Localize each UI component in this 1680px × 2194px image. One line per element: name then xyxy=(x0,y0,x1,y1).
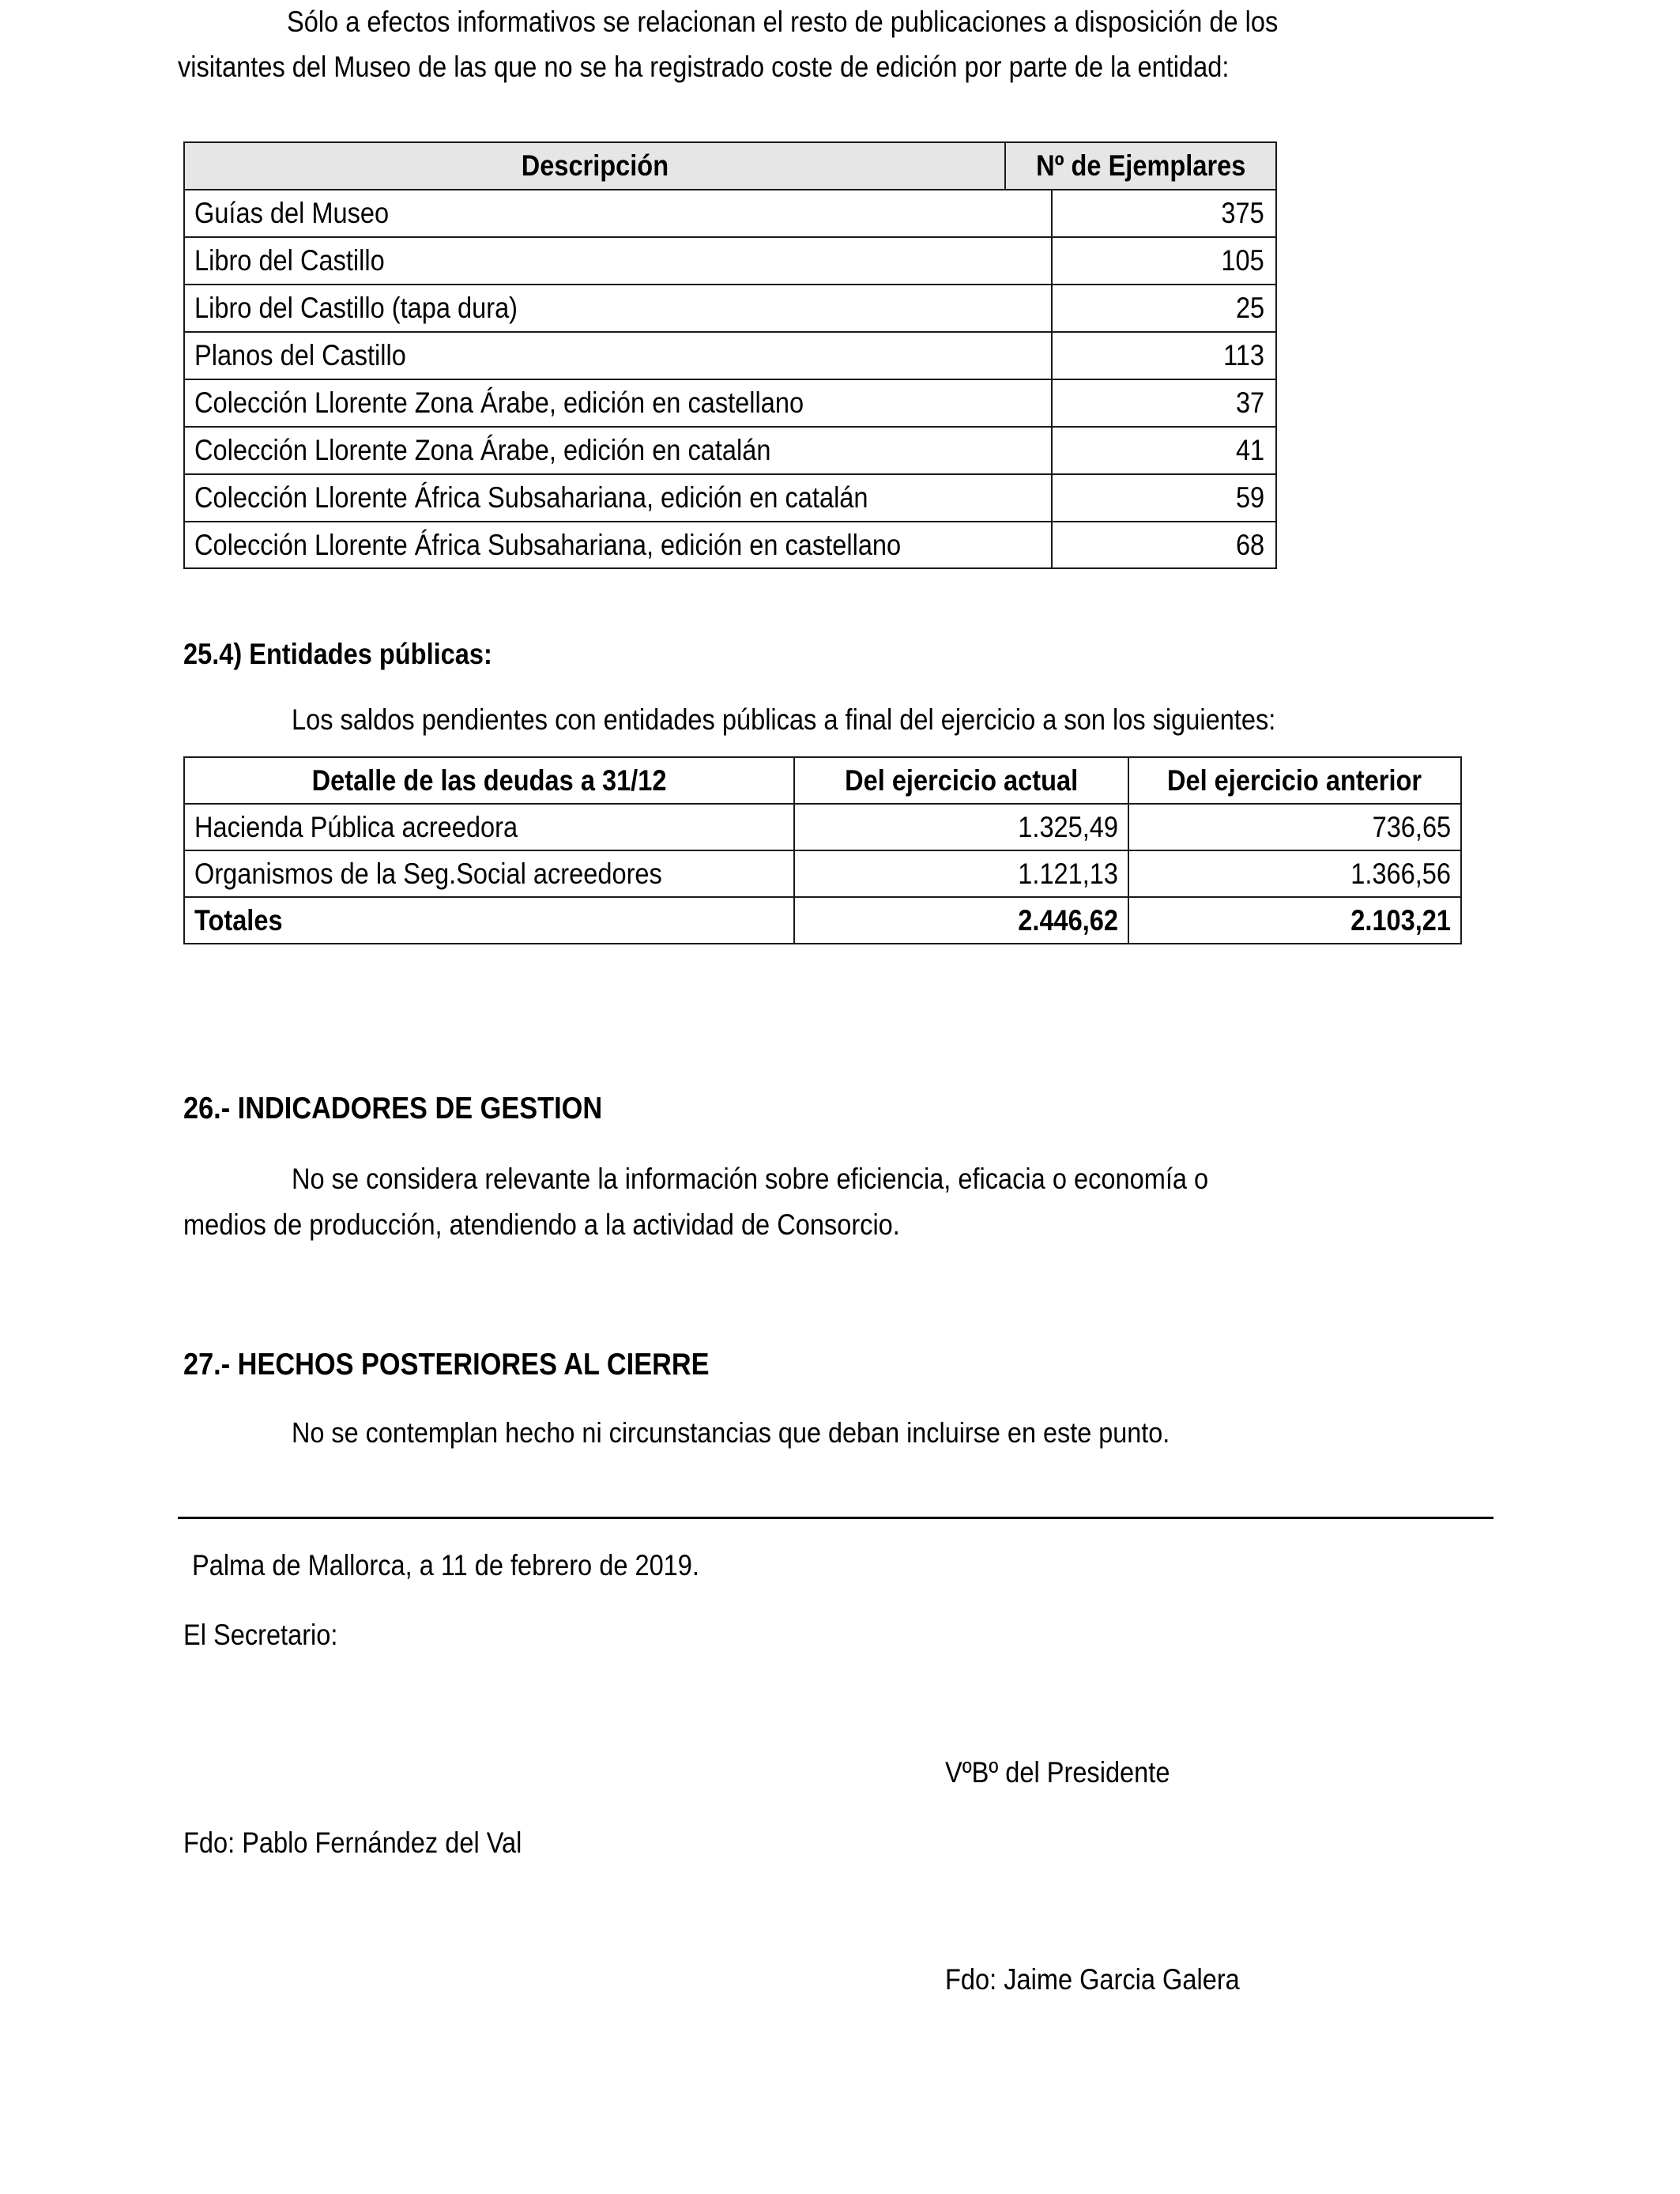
row-copies: 105 xyxy=(1051,238,1275,284)
row-label: Hacienda Pública acreedora xyxy=(184,804,794,850)
row-description: Colección Llorente África Subsahariana, edición en castellano xyxy=(194,528,902,561)
row-copies: 375 xyxy=(1051,190,1275,236)
row-copies: 41 xyxy=(1051,428,1275,473)
row-current: 1.325,49 xyxy=(794,804,1128,850)
table-row xyxy=(183,426,1277,475)
section-27-text: No se contemplan hecho ni circunstancias que deban incluirse en este punto. xyxy=(292,1416,1170,1449)
public-entities-table xyxy=(183,756,1462,944)
row-description: Colección Llorente Zona Árabe, edición en catalán xyxy=(194,434,771,466)
row-description: Libro del Castillo (tapa dura) xyxy=(194,292,518,324)
row-description: Guías del Museo xyxy=(194,197,390,229)
section-26-heading: 26.- INDICADORES DE GESTION xyxy=(183,1091,603,1125)
table-row xyxy=(183,379,1277,428)
section-27-heading: 27.- HECHOS POSTERIORES AL CIERRE xyxy=(183,1348,710,1382)
section-25-4-heading: 25.4) Entidades públicas: xyxy=(183,638,492,670)
table-row xyxy=(183,284,1277,333)
row-copies: 113 xyxy=(1051,333,1275,379)
header-copies: Nº de Ejemplares xyxy=(1004,143,1275,189)
row-description: Libro del Castillo xyxy=(194,244,385,277)
section-25-4-intro: Los saldos pendientes con entidades públicas a final del ejercicio a son los siguientes: xyxy=(292,703,1276,736)
president-signature: Fdo: Jaime Garcia Galera xyxy=(945,1963,1240,1996)
row-copies: 68 xyxy=(1051,522,1275,567)
table-row xyxy=(184,804,1461,850)
row-description: Planos del Castillo xyxy=(194,339,406,371)
table-row xyxy=(183,236,1277,285)
table-row xyxy=(183,473,1277,522)
totals-current: 2.446,62 xyxy=(794,897,1128,944)
table-row xyxy=(184,850,1461,897)
row-label: Organismos de la Seg.Social acreedores xyxy=(184,850,794,897)
table-row xyxy=(183,189,1277,238)
row-previous: 1.366,56 xyxy=(1128,850,1461,897)
header-description: Descripción xyxy=(521,149,669,182)
intro-line-2: visitantes del Museo de las que no se ha registrado coste de edición por parte de la entidad: xyxy=(178,51,1230,83)
row-copies: 25 xyxy=(1051,285,1275,331)
header-detail: Detalle de las deudas a 31/12 xyxy=(184,757,794,804)
row-copies: 37 xyxy=(1051,380,1275,426)
intro-line-1: Sólo a efectos informativos se relacionan el resto de publicaciones a disposición de los xyxy=(287,6,1279,38)
header-current: Del ejercicio actual xyxy=(794,757,1128,804)
row-copies: 59 xyxy=(1051,475,1275,521)
public-entities-header xyxy=(184,757,1461,804)
section-26-line-1: No se considera relevante la información sobre eficiencia, eficacia o economía o xyxy=(292,1163,1209,1195)
table-row xyxy=(183,331,1277,380)
row-previous: 736,65 xyxy=(1128,804,1461,850)
totals-row xyxy=(184,897,1461,944)
row-current: 1.121,13 xyxy=(794,850,1128,897)
president-label: VºBº del Presidente xyxy=(945,1756,1170,1789)
row-description: Colección Llorente Zona Árabe, edición en castellano xyxy=(194,386,804,419)
publications-table-header xyxy=(183,141,1277,190)
totals-label: Totales xyxy=(184,897,794,944)
place-date: Palma de Mallorca, a 11 de febrero de 2019. xyxy=(192,1549,699,1581)
row-description: Colección Llorente África Subsahariana, edición en catalán xyxy=(194,481,868,514)
secretary-label: El Secretario: xyxy=(183,1619,338,1651)
header-previous: Del ejercicio anterior xyxy=(1128,757,1461,804)
totals-previous: 2.103,21 xyxy=(1128,897,1461,944)
secretary-signature: Fdo: Pablo Fernández del Val xyxy=(183,1826,522,1859)
divider-line xyxy=(178,1517,1494,1519)
table-row xyxy=(183,521,1277,569)
section-26-line-2: medios de producción, atendiendo a la actividad de Consorcio. xyxy=(183,1208,900,1241)
